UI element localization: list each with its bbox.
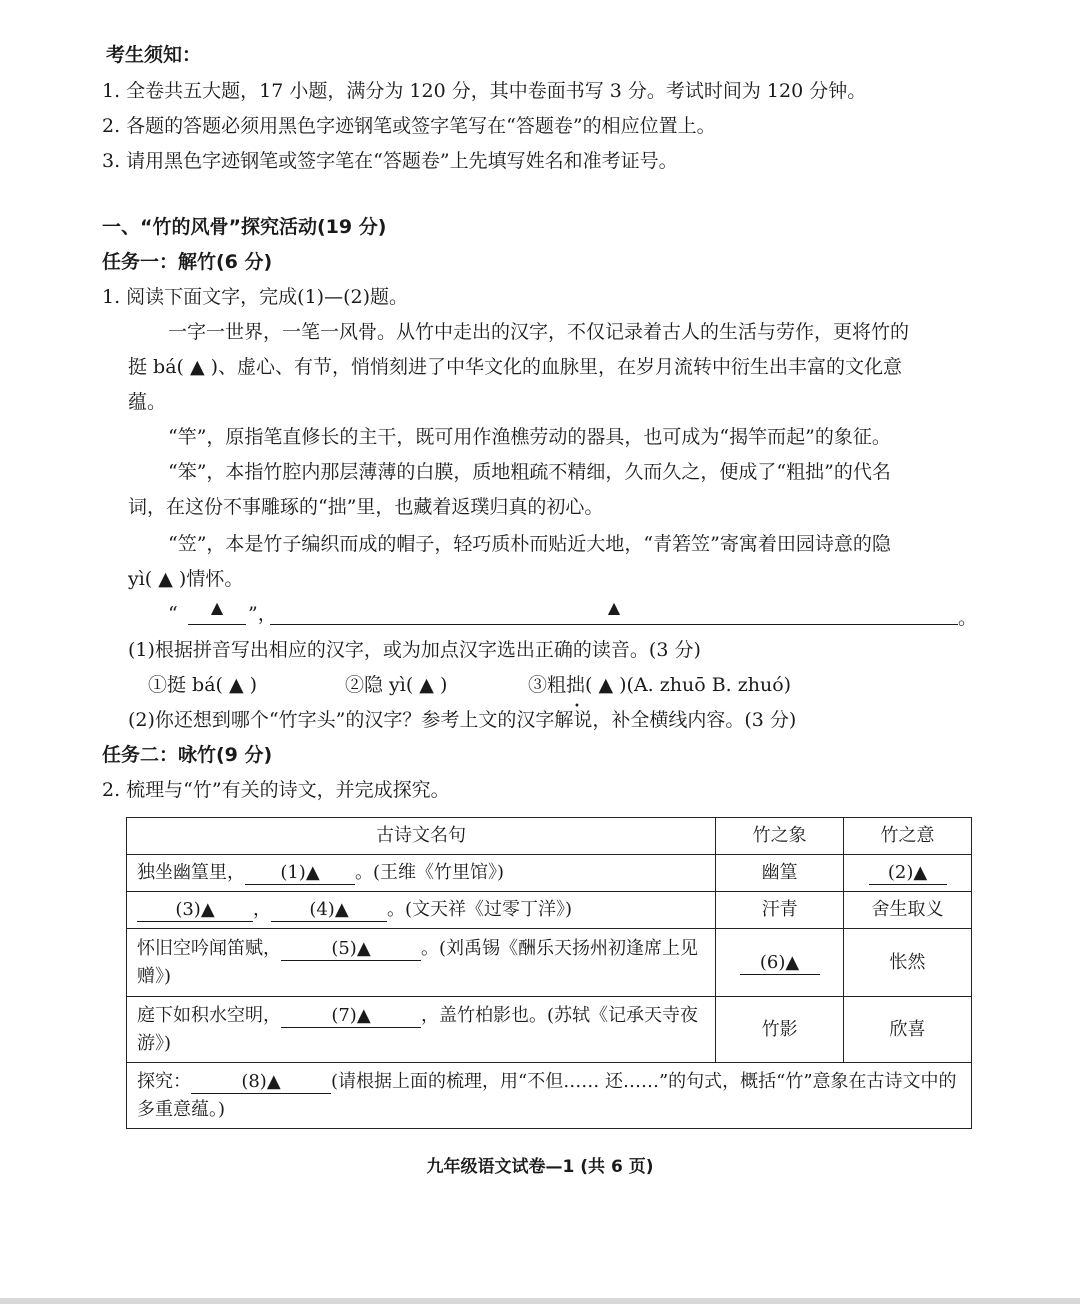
passage-paragraph-1c: 蕴。 (128, 391, 167, 413)
image-cell: 竹影 (716, 997, 844, 1063)
poem-line-cell[interactable]: 庭下如积水空明， (7)▲ ，盖竹柏影也。(苏轼《记承天寺夜游》) (127, 997, 716, 1063)
poem-line-cell[interactable]: (3)▲ ， (4)▲ 。(文天祥《过零丁洋》) (127, 892, 716, 929)
poem-line-cell[interactable]: 独坐幽篁里， (1)▲ 。(王维《竹里馆》) (127, 855, 716, 892)
table-header-row (127, 818, 972, 855)
subquestion-1-option-3 (528, 672, 792, 712)
poem-line-cell[interactable]: 怀旧空吟闻笛赋， (5)▲ 。(刘禹锡《酬乐天扬州初逢席上见赠》) (127, 929, 716, 997)
question-2-intro: 2. 梳理与“竹”有关的诗文，并完成探究。 (102, 779, 450, 801)
notice-item-2: 2. 各题的答题必须用黑色字迹钢笔或签字笔写在“答题卷”的相应位置上。 (102, 115, 716, 137)
emphasis-dot-icon: • (574, 701, 580, 712)
meaning-cell: 怅然 (844, 929, 972, 997)
task1-title: 任务一：解竹(6 分) (102, 251, 273, 273)
blank-8[interactable]: (8)▲ (191, 1071, 331, 1094)
table-row (127, 997, 972, 1063)
header-bamboo-image: 竹之象 (716, 818, 844, 855)
subquestion-2: (2)你还想到哪个“竹字头”的汉字？参考上文的汉字解说，补全横线内容。(3 分) (128, 709, 797, 731)
blank-period: 。 (958, 607, 978, 629)
notice-item-1: 1. 全卷共五大题，17 小题，满分为 120 分，其中卷面书写 3 分。考试时间为 120 分钟。 (102, 80, 867, 102)
section-title: 一、“竹的风骨”探究活动(19 分) (102, 216, 387, 238)
blank-5[interactable]: (5)▲ (281, 938, 421, 961)
page-footer: 九年级语文试卷—1 (共 6 页) (426, 1157, 654, 1177)
blank-3[interactable]: (3)▲ (137, 899, 253, 922)
task2-title: 任务二：咏竹(9 分) (102, 744, 273, 766)
blank-4[interactable]: (4)▲ (271, 899, 387, 922)
dotted-character-text: 拙 (566, 674, 586, 696)
notice-item-3: 3. 请用黑色字迹钢笔或签字笔在“答题卷”上先填写姓名和准考证号。 (102, 150, 678, 172)
blank-close-quote: ”， (248, 603, 277, 625)
blank-triangle-1: ▲ (210, 598, 224, 617)
table-row (127, 929, 972, 997)
bottom-divider (0, 1298, 1080, 1304)
image-cell: 汗青 (716, 892, 844, 929)
table-row (127, 855, 972, 892)
blank-7[interactable]: (7)▲ (281, 1005, 421, 1028)
option-3-choices: ( ▲ )(A. zhuō B. zhuó) (585, 674, 792, 696)
blank-triangle-2: ▲ (607, 598, 621, 617)
blank-6[interactable]: (6)▲ (740, 952, 820, 975)
passage-paragraph-1a: 一字一世界，一笔一风骨。从竹中走出的汉字，不仅记录着古人的生活与劳作，更将竹的 (168, 321, 910, 343)
passage-paragraph-4b: yì( ▲ )情怀。 (128, 568, 244, 590)
subquestion-1-option-2: ②隐 yì( ▲ ) (345, 674, 448, 696)
question-1-intro: 1. 阅读下面文字，完成(1)—(2)题。 (102, 286, 408, 308)
header-bamboo-meaning: 竹之意 (844, 818, 972, 855)
passage-paragraph-4a: “笠”，本是竹子编织而成的帽子，轻巧质朴而贴近大地，“青箬笠”寄寓着田园诗意的隐 (168, 533, 891, 555)
meaning-cell: 舍生取义 (844, 892, 972, 929)
blank-2[interactable]: (2)▲ (869, 862, 947, 885)
blank-open-quote: “ (168, 603, 178, 625)
image-cell[interactable] (716, 929, 844, 997)
poem-table (126, 817, 972, 1129)
image-cell: 幽篁 (716, 855, 844, 892)
header-poem-line: 古诗文名句 (127, 818, 716, 855)
subquestion-1: (1)根据拼音写出相应的汉字，或为加点汉字选出正确的读音。(3 分) (128, 639, 701, 661)
explore-cell[interactable]: 探究： (8)▲ (请根据上面的梳理，用“不但…… 还……”的句式，概括“竹”意象在古诗文中的多重意蕴。) (127, 1063, 972, 1129)
passage-paragraph-1b: 挺 bá( ▲ )、虚心、有节，悄悄刻进了中华文化的血脉里，在岁月流转中衍生出丰富的文化意 (128, 356, 903, 378)
meaning-cell: 欣喜 (844, 997, 972, 1063)
dotted-character (566, 674, 586, 712)
option-3-prefix: ③粗 (528, 674, 567, 696)
subquestion-1-option-1: ①挺 bá( ▲ ) (148, 674, 258, 696)
meaning-cell[interactable] (844, 855, 972, 892)
table-row (127, 892, 972, 929)
passage-paragraph-2: “竿”，原指笔直修长的主干，既可用作渔樵劳动的器具，也可成为“揭竿而起”的象征。 (168, 426, 891, 448)
passage-paragraph-3a: “笨”，本指竹腔内那层薄薄的白膜，质地粗疏不精细，久而久之，便成了“粗拙”的代名 (168, 461, 891, 483)
notice-title: 考生须知： (106, 44, 202, 66)
explore-row (127, 1063, 972, 1129)
passage-paragraph-3b: 词，在这份不事雕琢的“拙”里，也藏着返璞归真的初心。 (128, 496, 604, 518)
blank-1[interactable]: (1)▲ (245, 862, 355, 885)
